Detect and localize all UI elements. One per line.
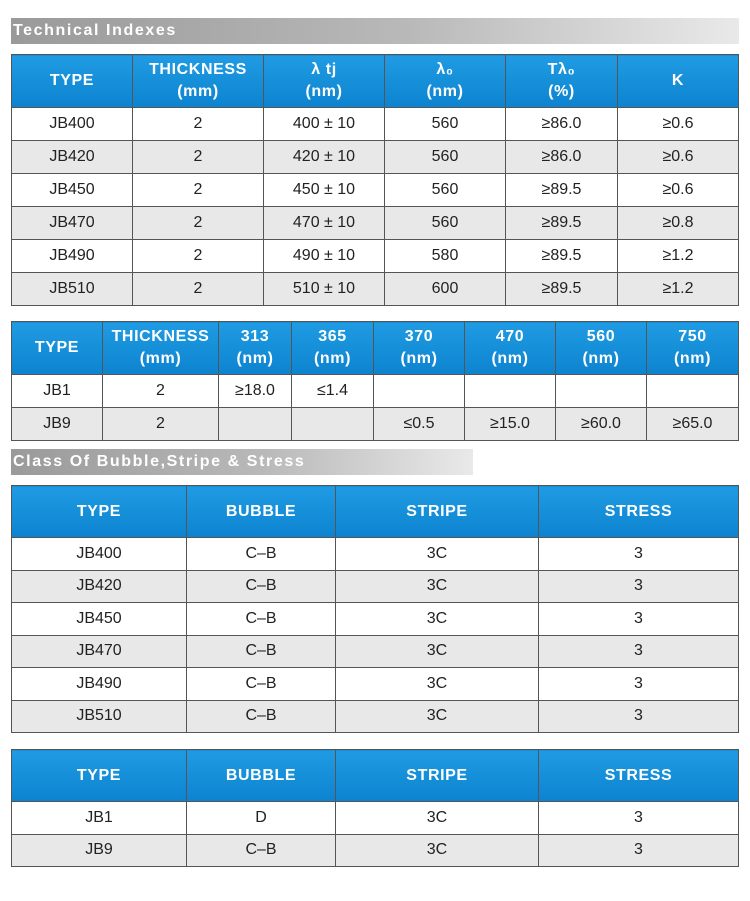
table-cell: ≥0.6 [618, 141, 739, 174]
table-cell: 3C [336, 603, 539, 636]
table-cell: C–B [187, 570, 336, 603]
table-cell: 3C [336, 538, 539, 571]
header-thickness: THICKNESS (mm) [133, 55, 264, 108]
table-cell: ≥0.6 [618, 174, 739, 207]
table-cell: ≥86.0 [506, 141, 618, 174]
table-cell: 3C [336, 700, 539, 733]
table-cell: 2 [103, 408, 219, 441]
table-cell: 560 [385, 207, 506, 240]
table-cell: 2 [133, 174, 264, 207]
section-title-technical-indexes: Technical Indexes [11, 18, 739, 44]
header-k: K [618, 55, 739, 108]
table-cell: 3 [539, 802, 739, 835]
header-bubble: BUBBLE [187, 750, 336, 802]
header-750nm: 750 (nm) [647, 322, 739, 375]
table-cell: ≥89.5 [506, 273, 618, 306]
table-cell: 560 [385, 141, 506, 174]
table-cell: 560 [385, 174, 506, 207]
table-cell: C–B [187, 635, 336, 668]
header-lambda-0: λ₀ (nm) [385, 55, 506, 108]
table-cell: JB490 [12, 668, 187, 701]
header-stripe: STRIPE [336, 486, 539, 538]
table-cell: JB420 [12, 141, 133, 174]
table-cell: ≤1.4 [292, 375, 374, 408]
table-cell: JB400 [12, 108, 133, 141]
table-cell: ≥86.0 [506, 108, 618, 141]
header-365nm: 365 (nm) [292, 322, 374, 375]
table-cell: 510 ± 10 [264, 273, 385, 306]
header-bubble: BUBBLE [187, 486, 336, 538]
table-cell: 450 ± 10 [264, 174, 385, 207]
table-row [12, 538, 739, 571]
table-row [12, 240, 739, 273]
table-cell: ≥65.0 [647, 408, 739, 441]
table-cell: JB470 [12, 635, 187, 668]
table-cell: 2 [133, 273, 264, 306]
table-cell: 400 ± 10 [264, 108, 385, 141]
table-row [12, 108, 739, 141]
section-title-bubble-stripe-stress: Class Of Bubble,Stripe & Stress [11, 449, 473, 475]
table-cell: JB1 [12, 802, 187, 835]
table-cell: ≥0.8 [618, 207, 739, 240]
header-370nm: 370 (nm) [374, 322, 465, 375]
table-cell: 2 [133, 207, 264, 240]
table-cell: C–B [187, 538, 336, 571]
table-cell: D [187, 802, 336, 835]
table-cell [465, 375, 556, 408]
table-row [12, 375, 739, 408]
header-lambda-tj: λ tj (nm) [264, 55, 385, 108]
table-cell: JB450 [12, 603, 187, 636]
table-cell: C–B [187, 603, 336, 636]
table-cell [647, 375, 739, 408]
table-cell: 3 [539, 635, 739, 668]
table-cell: JB490 [12, 240, 133, 273]
table-cell: JB470 [12, 207, 133, 240]
header-thickness: THICKNESS (mm) [103, 322, 219, 375]
technical-index-table [11, 54, 739, 306]
header-560nm: 560 (nm) [556, 322, 647, 375]
table-cell: 600 [385, 273, 506, 306]
header-type: TYPE [12, 55, 133, 108]
table-cell: 2 [133, 240, 264, 273]
table-cell: 420 ± 10 [264, 141, 385, 174]
table-row [12, 700, 739, 733]
table-cell: 3C [336, 570, 539, 603]
table-cell: 560 [385, 108, 506, 141]
table-cell: ≥89.5 [506, 207, 618, 240]
header-313nm: 313 (nm) [219, 322, 292, 375]
table-cell: C–B [187, 834, 336, 867]
table-cell: ≤0.5 [374, 408, 465, 441]
table-cell: ≥60.0 [556, 408, 647, 441]
table-cell: 3 [539, 570, 739, 603]
table-row [12, 207, 739, 240]
table-cell: 3C [336, 635, 539, 668]
header-type: TYPE [12, 322, 103, 375]
table-cell: JB400 [12, 538, 187, 571]
table-cell: 2 [103, 375, 219, 408]
table-cell: ≥0.6 [618, 108, 739, 141]
table-cell [219, 408, 292, 441]
table-cell: JB420 [12, 570, 187, 603]
table-row [12, 802, 739, 835]
table-cell: ≥1.2 [618, 240, 739, 273]
header-stress: STRESS [539, 750, 739, 802]
table-cell: ≥89.5 [506, 240, 618, 273]
table-cell [292, 408, 374, 441]
table-cell: 3 [539, 603, 739, 636]
table-cell: 3C [336, 668, 539, 701]
table-cell: 470 ± 10 [264, 207, 385, 240]
table-cell [556, 375, 647, 408]
table-row [12, 408, 739, 441]
transmittance-table [11, 321, 739, 441]
header-type: TYPE [12, 486, 187, 538]
table-row [12, 635, 739, 668]
table-row [12, 570, 739, 603]
table-row [12, 603, 739, 636]
table-cell: JB450 [12, 174, 133, 207]
table-row [12, 174, 739, 207]
table-cell: 580 [385, 240, 506, 273]
table-cell: JB9 [12, 834, 187, 867]
header-t-lambda-0: Tλ₀ (%) [506, 55, 618, 108]
table-cell: 2 [133, 108, 264, 141]
table-cell: 2 [133, 141, 264, 174]
table-cell: 3 [539, 700, 739, 733]
table-cell: ≥89.5 [506, 174, 618, 207]
table-cell: C–B [187, 668, 336, 701]
quality-class-table [11, 485, 739, 733]
table-cell: ≥1.2 [618, 273, 739, 306]
table-cell: 3C [336, 802, 539, 835]
table-cell: 490 ± 10 [264, 240, 385, 273]
table-row [12, 834, 739, 867]
table-cell: 3C [336, 834, 539, 867]
table-cell: ≥18.0 [219, 375, 292, 408]
table-cell: 3 [539, 834, 739, 867]
table-cell: JB1 [12, 375, 103, 408]
table-row [12, 668, 739, 701]
table-cell: ≥15.0 [465, 408, 556, 441]
table-cell [374, 375, 465, 408]
table-cell: C–B [187, 700, 336, 733]
table-cell: JB510 [12, 700, 187, 733]
table-cell: 3 [539, 538, 739, 571]
table-cell: JB9 [12, 408, 103, 441]
table-row [12, 141, 739, 174]
header-470nm: 470 (nm) [465, 322, 556, 375]
header-stripe: STRIPE [336, 750, 539, 802]
header-stress: STRESS [539, 486, 739, 538]
header-type: TYPE [12, 750, 187, 802]
table-cell: JB510 [12, 273, 133, 306]
quality-class-table-uv [11, 749, 739, 867]
table-cell: 3 [539, 668, 739, 701]
table-row [12, 273, 739, 306]
